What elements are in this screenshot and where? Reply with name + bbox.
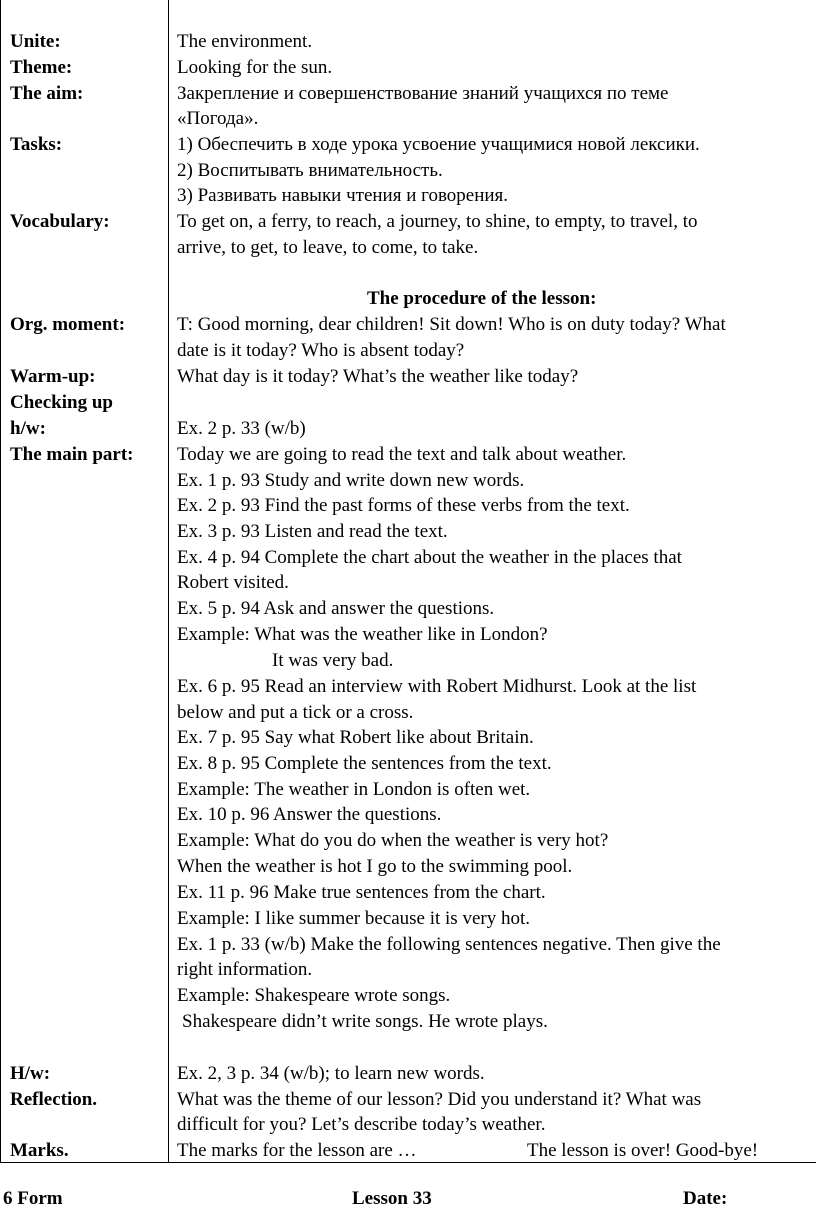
main-line: It was very bad. (272, 650, 394, 671)
label-org-moment: Org. moment: (10, 314, 126, 335)
label-reflection: Reflection. (10, 1089, 98, 1110)
label-unite: Unite: (10, 31, 61, 52)
checking-text: Ex. 2 p. 33 (w/b) (177, 418, 306, 439)
main-line: Example: What do you do when the weather is very hot? (177, 830, 609, 851)
label-theme: Theme: (10, 57, 73, 78)
org-moment-line-1: T: Good morning, dear children! Sit down! Who is on duty today? What (177, 314, 726, 335)
main-line: Example: What was the weather like in London? (177, 624, 548, 645)
main-line: Ex. 3 p. 93 Listen and read the text. (177, 521, 448, 542)
main-line: Ex. 10 p. 96 Answer the questions. (177, 804, 442, 825)
footer-date: Date: (683, 1188, 728, 1209)
hw-text: Ex. 2, 3 p. 34 (w/b); to learn new words. (177, 1063, 485, 1084)
warm-up-text: What day is it today? What’s the weather like today? (177, 366, 579, 387)
goodbye-text: The lesson is over! Good-bye! (527, 1140, 759, 1161)
label-main-part: The main part: (10, 444, 134, 465)
aim-text-line-1: Закрепление и совершенствование знаний учащихся по теме (177, 83, 669, 104)
main-line: Ex. 6 p. 95 Read an interview with Robert Midhurst. Look at the list (177, 676, 697, 697)
label-aim: The aim: (10, 83, 84, 104)
label-marks: Marks. (10, 1140, 69, 1161)
main-line: Ex. 7 p. 95 Say what Robert like about Britain. (177, 727, 534, 748)
label-warm-up: Warm-up: (10, 366, 96, 387)
org-moment-line-2: date is it today? Who is absent today? (177, 340, 465, 361)
main-line: right information. (177, 959, 313, 980)
main-line: Example: Shakespeare wrote songs. (177, 985, 451, 1006)
label-checking-hw: h/w: (10, 418, 46, 439)
main-line: Ex. 5 p. 94 Ask and answer the questions. (177, 598, 495, 619)
main-line: Example: The weather in London is often wet. (177, 779, 531, 800)
theme-text: Looking for the sun. (177, 57, 333, 78)
main-line: Ex. 1 p. 33 (w/b) Make the following sentences negative. Then give the (177, 934, 721, 955)
main-line: below and put a tick or a cross. (177, 702, 414, 723)
task-3: 3) Развивать навыки чтения и говорения. (177, 185, 509, 206)
main-line: Ex. 11 p. 96 Make true sentences from the chart. (177, 882, 546, 903)
marks-text: The marks for the lesson are … (177, 1140, 417, 1161)
footer-lesson: Lesson 33 (352, 1188, 432, 1209)
aim-text-line-2: «Погода». (177, 108, 259, 129)
footer-form: 6 Form (3, 1188, 63, 1209)
vocabulary-line-1: To get on, a ferry, to reach, a journey, to shine, to empty, to travel, to (177, 211, 698, 232)
label-vocabulary: Vocabulary: (10, 211, 110, 232)
reflection-line-1: What was the theme of our lesson? Did you understand it? What was (177, 1089, 702, 1110)
main-line: Ex. 1 p. 93 Study and write down new words. (177, 470, 525, 491)
main-line: Robert visited. (177, 572, 289, 593)
main-line: Today we are going to read the text and talk about weather. (177, 444, 627, 465)
procedure-title: The procedure of the lesson: (367, 288, 597, 309)
main-line: Ex. 2 p. 93 Find the past forms of these verbs from the text. (177, 495, 630, 516)
label-tasks: Tasks: (10, 134, 63, 155)
main-line: Ex. 8 p. 95 Complete the sentences from the text. (177, 753, 552, 774)
label-hw: H/w: (10, 1063, 51, 1084)
table-left-border (0, 0, 1, 1163)
vocabulary-line-2: arrive, to get, to leave, to come, to take. (177, 237, 479, 258)
main-line: When the weather is hot I go to the swimming pool. (177, 856, 573, 877)
task-2: 2) Воспитывать внимательность. (177, 160, 443, 181)
main-line: Example: I like summer because it is very hot. (177, 908, 530, 929)
task-1: 1) Обеспечить в ходе урока усвоение учащимися новой лексики. (177, 134, 700, 155)
reflection-line-2: difficult for you? Let’s describe today’s weather. (177, 1114, 546, 1135)
main-line: Ex. 4 p. 94 Complete the chart about the weather in the places that (177, 547, 682, 568)
table-column-divider (168, 0, 169, 1163)
label-checking-up: Checking up (10, 392, 113, 413)
unite-text: The environment. (177, 31, 313, 52)
main-line: Shakespeare didn’t write songs. He wrote plays. (182, 1011, 548, 1032)
